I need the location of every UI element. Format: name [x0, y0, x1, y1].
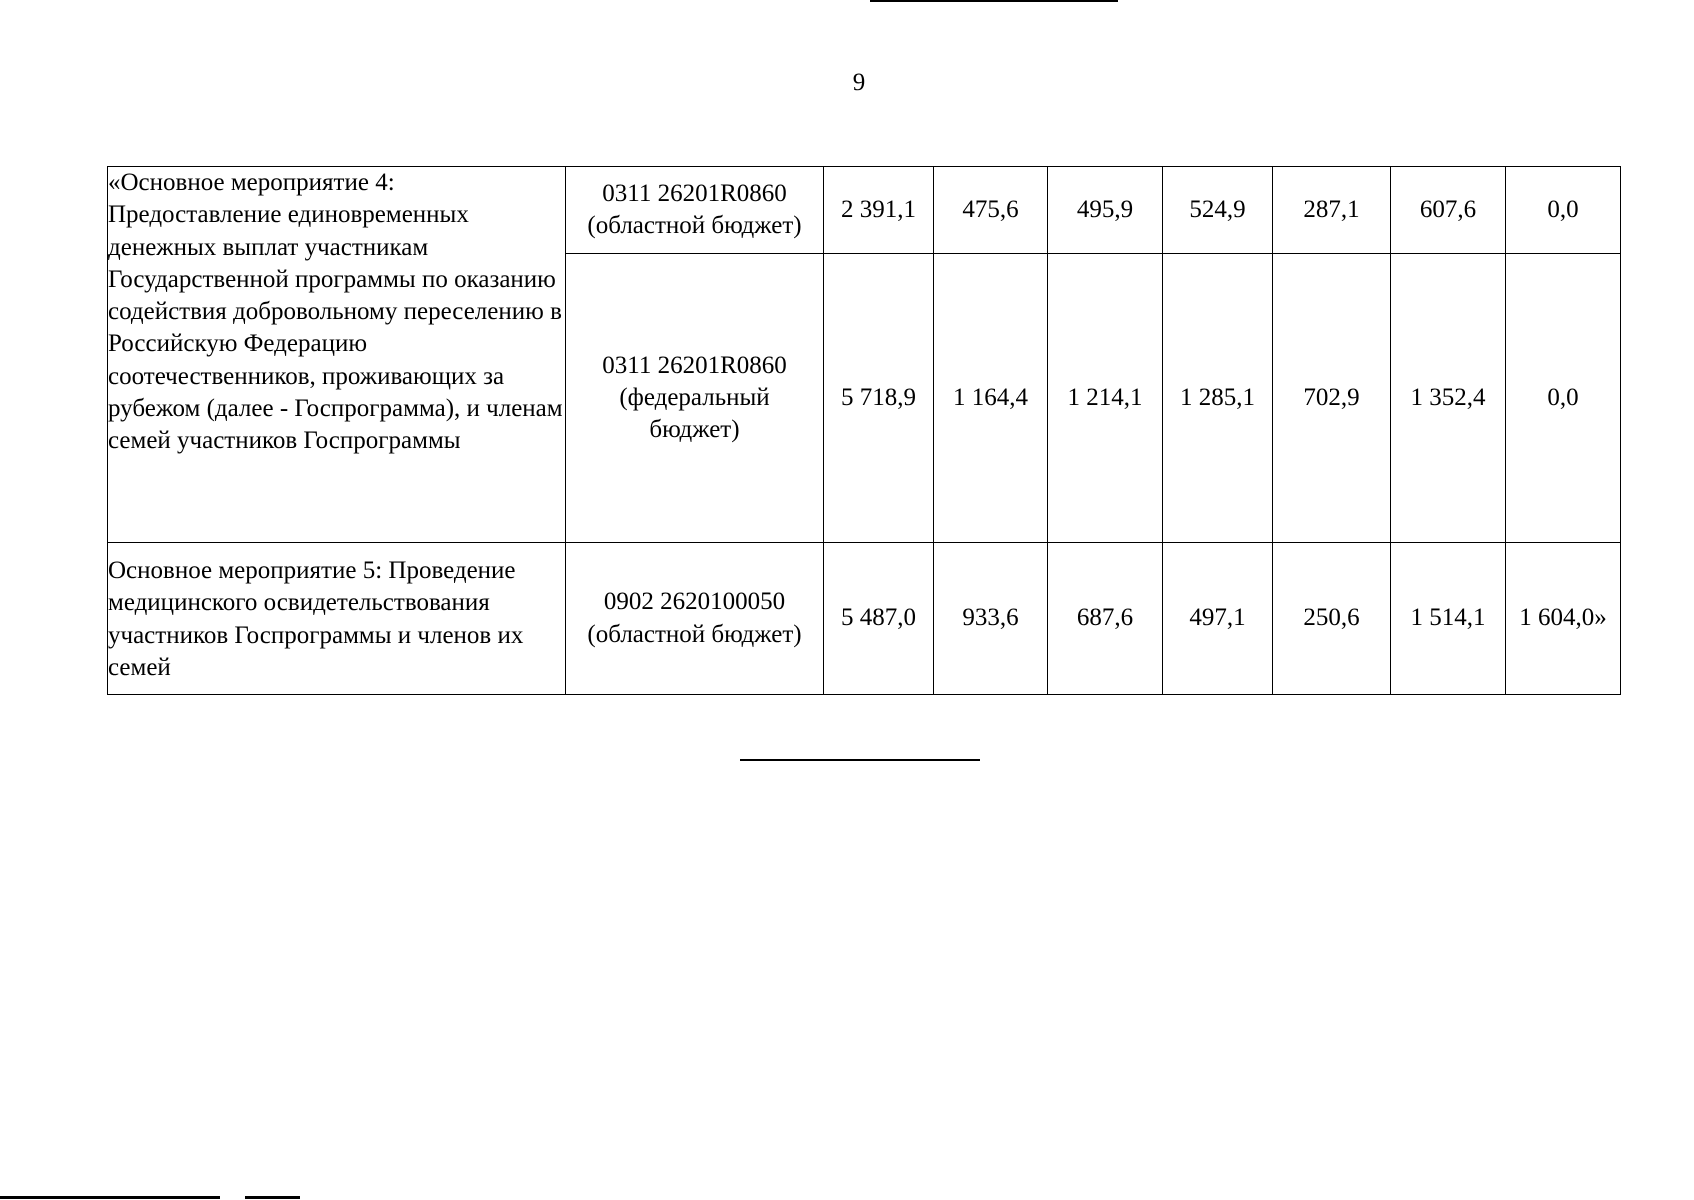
- value-cell: 497,1: [1163, 543, 1273, 695]
- value-cell: 524,9: [1163, 167, 1273, 254]
- budget-source: (областной бюджет): [587, 212, 802, 239]
- value-cell: 5 718,9: [824, 254, 934, 543]
- budget-code-cell: [566, 543, 824, 695]
- value-cell: 2 391,1: [824, 167, 934, 254]
- budget-table: [107, 166, 1621, 695]
- table-row: [108, 167, 1621, 254]
- value-cell: 0,0: [1506, 254, 1621, 543]
- budget-source: (федеральный бюджет): [619, 383, 770, 444]
- end-divider-line: [740, 759, 980, 761]
- value-cell: 1 352,4: [1391, 254, 1506, 543]
- page-number: 9: [852, 69, 866, 96]
- budget-code-cell: [566, 254, 824, 543]
- value-cell: 1 604,0»: [1506, 543, 1621, 695]
- budget-code-cell: [566, 167, 824, 254]
- value-cell: 1 514,1: [1391, 543, 1506, 695]
- table-row: [108, 543, 1621, 695]
- scan-artifact-top: [870, 0, 1118, 2]
- value-cell: 250,6: [1273, 543, 1391, 695]
- value-cell: 0,0: [1506, 167, 1621, 254]
- activity-5-description: Основное мероприятие 5: Проведение медицинского освидетельствования участников Госпрограммы и членов их семей: [108, 543, 566, 695]
- value-cell: 1 214,1: [1048, 254, 1163, 543]
- value-cell: 287,1: [1273, 167, 1391, 254]
- value-cell: 687,6: [1048, 543, 1163, 695]
- value-cell: 933,6: [934, 543, 1048, 695]
- budget-code: 0311 26201R0860: [602, 351, 787, 379]
- value-cell: 1 164,4: [934, 254, 1048, 543]
- budget-code: 0902 2620100050: [603, 588, 786, 616]
- activity-4-description: «Основное мероприятие 4: Предоставление единовременных денежных выплат участникам Государственной программы по оказанию содействия добровольному переселению в Российскую Федерацию соотечественников, проживающих за рубежом (далее - Госпрограмма), и членам семей участников Госпрограммы: [108, 167, 566, 543]
- budget-code: 0311 26201R0860: [602, 179, 787, 207]
- value-cell: 475,6: [934, 167, 1048, 254]
- value-cell: 702,9: [1273, 254, 1391, 543]
- budget-source: (областной бюджет): [587, 620, 802, 648]
- scan-artifact-bottom: [0, 1196, 1694, 1199]
- value-cell: 1 285,1: [1163, 254, 1273, 543]
- value-cell: 5 487,0: [824, 543, 934, 695]
- value-cell: 607,6: [1391, 167, 1506, 254]
- value-cell: 495,9: [1048, 167, 1163, 254]
